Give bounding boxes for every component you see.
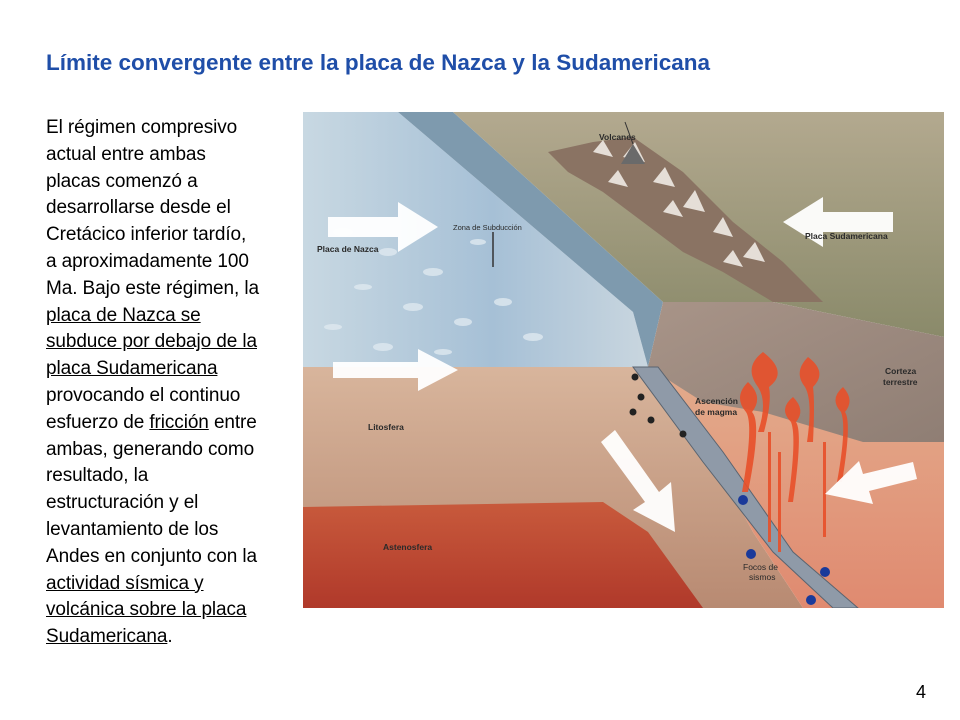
body-segment: entre ambas, generando como resultado, la estructuración y el levantamiento de los Andes en conjunto con la <box>46 411 257 567</box>
body-segment: El régimen compresivo actual entre ambas placas comenzó a desarrollarse desde el Cretácico inferior tardío, a aproximadamente 100 Ma. Bajo este régimen, la <box>46 117 259 299</box>
body-segment: . <box>167 626 173 648</box>
label-zona-subduccion: Zona de Subducción <box>453 223 522 232</box>
label-astenosfera: Astenosfera <box>383 542 433 552</box>
label-de-magma: de magma <box>695 407 738 417</box>
body-underlined-segment: fricción <box>149 411 209 433</box>
slide-title: Límite convergente entre la placa de Nazca y la Sudamericana <box>46 50 711 75</box>
body-underlined-segment: actividad sísmica y volcánica sobre la placa Sudamericana <box>46 572 247 648</box>
diagram-svg <box>303 112 944 608</box>
label-terrestre: terrestre <box>883 377 918 387</box>
page-number: 4 <box>915 682 926 702</box>
label-placa-nazca: Placa de Nazca <box>317 244 379 254</box>
body-paragraph <box>46 115 304 651</box>
label-placa-sudamericana: Placa Sudamericana <box>805 231 888 241</box>
label-focos: Focos de <box>743 562 778 572</box>
label-sismos: sismos <box>749 572 776 582</box>
body-underlined-segment: placa de Nazca se subduce por debajo de la placa Sudamericana <box>46 304 257 380</box>
subduction-diagram <box>303 112 944 608</box>
label-ascencion: Ascención <box>695 396 738 406</box>
label-corteza: Corteza <box>885 366 917 376</box>
label-volcanes: Volcanes <box>599 132 636 142</box>
label-litosfera: Litosfera <box>368 422 404 432</box>
body-segment: provocando el continuo esfuerzo de <box>46 384 241 433</box>
